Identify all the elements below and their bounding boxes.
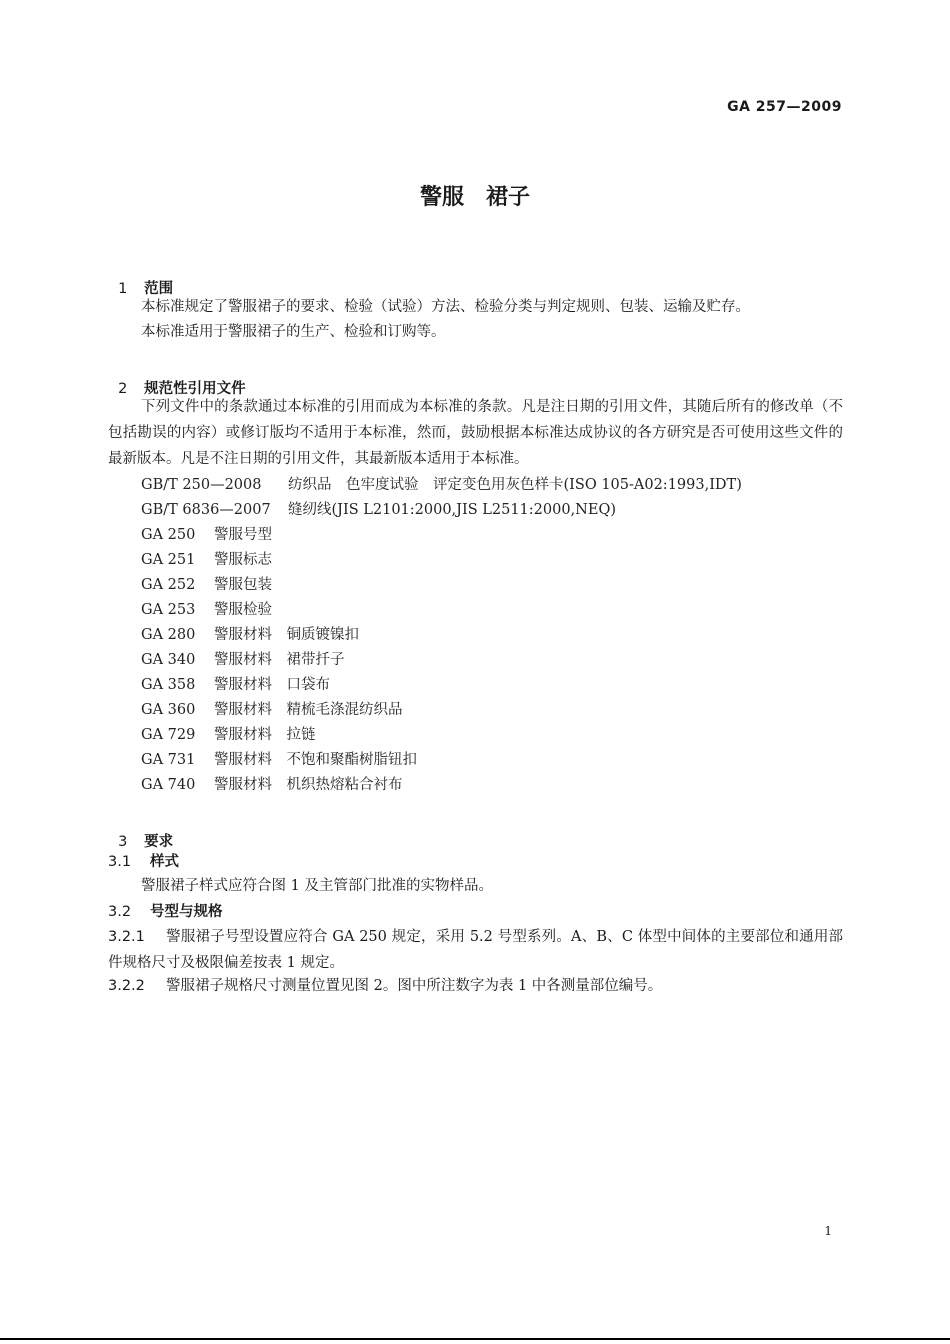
reference-title: 警服材料 铜质镀镍扣: [214, 627, 359, 643]
reference-code: GA 280: [141, 627, 196, 643]
reference-item: [141, 473, 742, 494]
subsection-title: 样式: [150, 854, 179, 870]
section-number: 2: [118, 381, 128, 397]
reference-code: GB/T 6836—2007: [141, 502, 271, 518]
subsection-text: 警服裙子号型设置应符合 GA 250 规定，采用 5.2 号型系列。A、B、C 体型中间体的主要部位和通用部件规格尺寸及极限偏差按表 1 规定。: [108, 929, 843, 971]
reference-title: 警服材料 不饱和聚酯树脂钮扣: [214, 752, 417, 768]
subsection-number: 3.2: [108, 904, 132, 920]
reference-title: 缝纫线(JIS L2101:2000,JIS L2511:2000,NEQ): [288, 502, 616, 518]
subsection-3-2-heading: [108, 900, 223, 921]
reference-item: [141, 598, 272, 619]
reference-item: [141, 748, 417, 769]
reference-item: [141, 573, 272, 594]
reference-code: GA 358: [141, 677, 196, 693]
reference-title: 警服材料 口袋布: [214, 677, 330, 693]
section-2-heading: [108, 361, 246, 398]
reference-code: GB/T 250—2008: [141, 477, 262, 493]
subsection-3-1-heading: [108, 850, 179, 871]
reference-code: GA 253: [141, 602, 196, 618]
reference-item: [141, 498, 616, 519]
reference-code: GA 729: [141, 727, 196, 743]
reference-code: GA 731: [141, 752, 196, 768]
reference-title: 警服标志: [214, 552, 272, 568]
section-title: 规范性引用文件: [144, 381, 246, 397]
reference-item: [141, 773, 403, 794]
reference-code: GA 252: [141, 577, 196, 593]
subsection-text: 警服裙子规格尺寸测量位置见图 2。图中所注数字为表 1 中各测量部位编号。: [166, 978, 663, 994]
subsection-title: 号型与规格: [150, 904, 223, 920]
reference-title: 警服号型: [214, 527, 272, 543]
reference-item: [141, 548, 272, 569]
reference-title: 警服材料 裙带扦子: [214, 652, 345, 668]
reference-item: [141, 523, 272, 544]
reference-item: [141, 623, 359, 644]
reference-title: 纺织品 色牢度试验 评定变色用灰色样卡(ISO 105-A02:1993,IDT): [288, 477, 742, 493]
subsection-3-2-1: [108, 924, 843, 976]
subsection-3-1-text: 警服裙子样式应符合图 1 及主管部门批准的实物样品。: [141, 878, 493, 894]
document-title: 警服 裙子: [419, 185, 530, 210]
section-number: 3: [118, 834, 128, 850]
section-title: 范围: [144, 281, 174, 297]
reference-title: 警服检验: [214, 602, 272, 618]
reference-title: 警服材料 拉链: [214, 727, 316, 743]
reference-item: [141, 673, 330, 694]
section-1-paragraph-2: 本标准适用于警服裙子的生产、检验和订购等。: [141, 324, 446, 340]
reference-item: [141, 723, 316, 744]
reference-code: GA 251: [141, 552, 196, 568]
reference-title: 警服材料 精梳毛涤混纺织品: [214, 702, 403, 718]
subsection-number: 3.1: [108, 854, 132, 870]
reference-code: GA 740: [141, 777, 196, 793]
subsection-number: 3.2.2: [108, 978, 145, 994]
reference-item: [141, 698, 403, 719]
section-1-heading: [108, 261, 173, 298]
standard-code: GA 257—2009: [727, 99, 842, 115]
page-number: 1: [824, 1224, 832, 1238]
reference-code: GA 360: [141, 702, 196, 718]
reference-title: 警服包装: [214, 577, 272, 593]
reference-title: 警服材料 机织热熔粘合衬布: [214, 777, 403, 793]
reference-code: GA 340: [141, 652, 196, 668]
reference-code: GA 250: [141, 527, 196, 543]
page-bottom-rule: [0, 1338, 950, 1340]
reference-item: [141, 648, 345, 669]
section-number: 1: [118, 281, 128, 297]
section-title: 要求: [144, 834, 174, 850]
section-1-paragraph-1: 本标准规定了警服裙子的要求、检验（试验）方法、检验分类与判定规则、包装、运输及贮存。: [141, 299, 750, 315]
section-3-heading: [108, 814, 173, 851]
subsection-3-2-2: [108, 974, 662, 995]
section-2-intro: 下列文件中的条款通过本标准的引用而成为本标准的条款。凡是注日期的引用文件，其随后所有的修改单（不包括勘误的内容）或修订版均不适用于本标准，然而，鼓励根据本标准达成协议的各方研究是否可使用这些文件的最新版本。凡是不注日期的引用文件，其最新版本适用于本标准。: [108, 399, 843, 467]
subsection-number: 3.2.1: [108, 929, 145, 945]
